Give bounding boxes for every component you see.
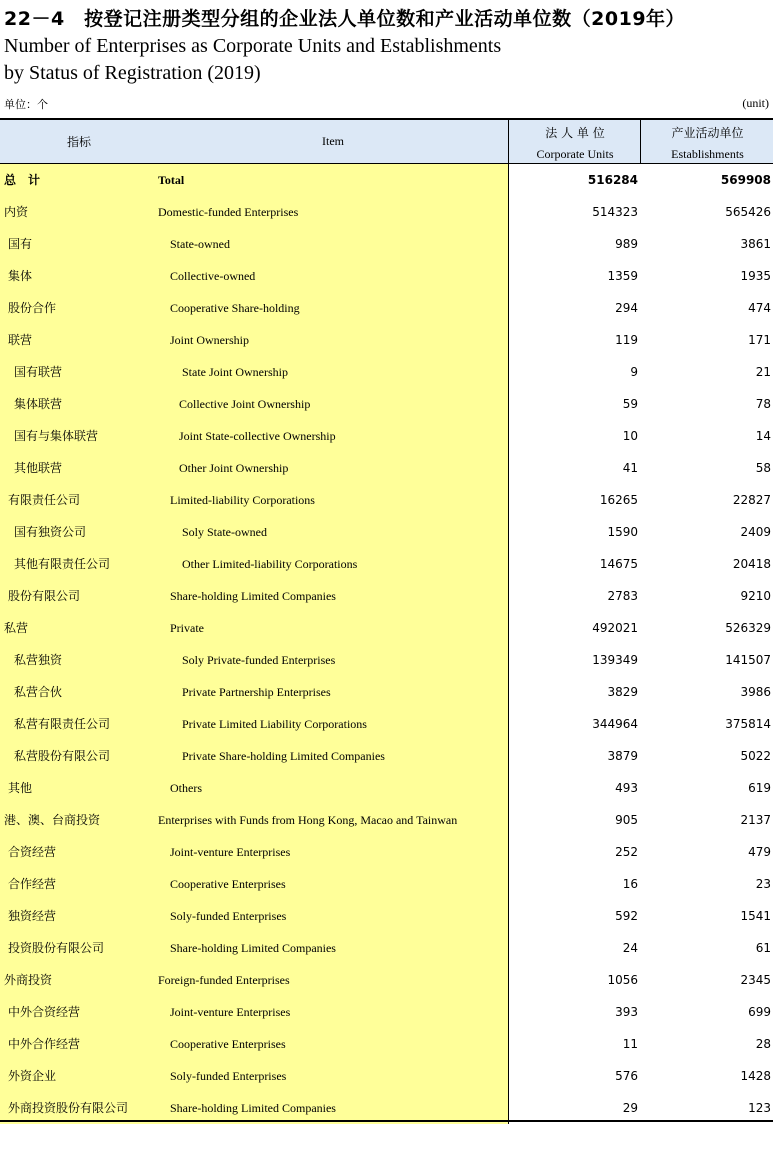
corporate-units-cell: 905	[508, 804, 640, 836]
table-row	[0, 708, 773, 740]
item-cell: State-owned	[158, 228, 508, 260]
indicator-cell: 外资企业	[0, 1060, 158, 1092]
indicator-cell: 合作经营	[0, 868, 158, 900]
corporate-units-cell: 16	[508, 868, 640, 900]
table-row	[0, 932, 773, 964]
indicator-cell: 外商投资	[0, 964, 158, 996]
indicator-cell: 中外合资经营	[0, 996, 158, 1028]
table-body	[0, 164, 773, 1124]
establishments-cell: 22827	[732, 493, 771, 507]
header-establishments-cn: 产业活动单位	[671, 126, 744, 140]
item-cell: Joint State-collective Ownership	[158, 420, 508, 452]
establishments-cell: 3861	[740, 237, 771, 251]
header-indicator: 指标	[66, 135, 91, 149]
establishments-cell: 3986	[740, 685, 771, 699]
indicator-cell: 国有与集体联营	[0, 420, 158, 452]
table-header	[0, 118, 773, 164]
table-row	[0, 900, 773, 932]
item-cell: Joint-venture Enterprises	[158, 996, 508, 1028]
corporate-units-cell: 29	[508, 1092, 640, 1124]
establishments-cell: 2137	[740, 813, 771, 827]
establishments-cell: 9210	[740, 589, 771, 603]
indicator-cell: 股份合作	[0, 292, 158, 324]
establishments-cell: 5022	[740, 749, 771, 763]
indicator-cell: 有限责任公司	[0, 484, 158, 516]
header-item: Item	[322, 134, 344, 148]
establishments-cell: 699	[748, 1005, 771, 1019]
establishments-cell: 565426	[725, 205, 771, 219]
item-cell: Limited-liability Corporations	[158, 484, 508, 516]
table-row	[0, 292, 773, 324]
indicator-cell: 其他联营	[0, 452, 158, 484]
establishments-cell: 14	[755, 429, 771, 443]
corporate-units-cell: 1056	[508, 964, 640, 996]
establishments-cell: 2345	[740, 973, 771, 987]
table-row	[0, 484, 773, 516]
indicator-cell: 其他有限责任公司	[0, 548, 158, 580]
corporate-units-cell: 492021	[508, 612, 640, 644]
establishments-cell: 21	[755, 365, 771, 379]
corporate-units-cell: 41	[508, 452, 640, 484]
corporate-units-cell: 493	[508, 772, 640, 804]
indicator-cell: 独资经营	[0, 900, 158, 932]
item-cell: Foreign-funded Enterprises	[158, 964, 508, 996]
item-cell: Cooperative Enterprises	[158, 868, 508, 900]
corporate-units-cell: 592	[508, 900, 640, 932]
indicator-cell: 私营合伙	[0, 676, 158, 708]
table-row	[0, 228, 773, 260]
indicator-cell: 中外合作经营	[0, 1028, 158, 1060]
corporate-units-cell: 294	[508, 292, 640, 324]
establishments-cell: 375814	[725, 717, 771, 731]
item-cell: Collective Joint Ownership	[158, 388, 508, 420]
item-cell: Joint Ownership	[158, 324, 508, 356]
item-cell: State Joint Ownership	[158, 356, 508, 388]
establishments-cell: 141507	[725, 653, 771, 667]
establishments-cell: 474	[748, 301, 771, 315]
header-establishments-en: Establishments	[671, 147, 744, 161]
header-corporate-units-cn: 法 人 单 位	[545, 126, 605, 140]
establishments-cell: 1935	[740, 269, 771, 283]
table-row	[0, 388, 773, 420]
corporate-units-cell: 989	[508, 228, 640, 260]
indicator-cell: 股份有限公司	[0, 580, 158, 612]
corporate-units-cell: 516284	[508, 164, 640, 196]
item-cell: Cooperative Share-holding	[158, 292, 508, 324]
corporate-units-cell: 514323	[508, 196, 640, 228]
indicator-cell: 集体联营	[0, 388, 158, 420]
table-title-english-line-2: by Status of Registration (2019)	[4, 62, 261, 84]
indicator-cell: 总 计	[0, 164, 158, 196]
indicator-cell: 投资股份有限公司	[0, 932, 158, 964]
establishments-cell: 28	[755, 1037, 771, 1051]
table-row	[0, 996, 773, 1028]
table-row	[0, 612, 773, 644]
establishments-cell: 569908	[720, 173, 771, 187]
corporate-units-cell: 14675	[508, 548, 640, 580]
corporate-units-cell: 1590	[508, 516, 640, 548]
table-title-chinese: 22－4 按登记注册类型分组的企业法人单位数和产业活动单位数（2019年）	[4, 8, 686, 30]
table-row	[0, 1060, 773, 1092]
table-row	[0, 740, 773, 772]
corporate-units-cell: 59	[508, 388, 640, 420]
table-row	[0, 516, 773, 548]
corporate-units-cell: 252	[508, 836, 640, 868]
corporate-units-cell: 11	[508, 1028, 640, 1060]
corporate-units-cell: 576	[508, 1060, 640, 1092]
corporate-units-cell: 10	[508, 420, 640, 452]
item-cell: Share-holding Limited Companies	[158, 580, 508, 612]
corporate-units-cell: 24	[508, 932, 640, 964]
corporate-units-cell: 16265	[508, 484, 640, 516]
table-row	[0, 836, 773, 868]
establishments-cell: 1541	[740, 909, 771, 923]
indicator-cell: 合资经营	[0, 836, 158, 868]
establishments-cell: 171	[748, 333, 771, 347]
indicator-cell: 其他	[0, 772, 158, 804]
table-row	[0, 644, 773, 676]
establishments-cell: 20418	[732, 557, 771, 571]
indicator-cell: 集体	[0, 260, 158, 292]
table-row	[0, 260, 773, 292]
corporate-units-cell: 3879	[508, 740, 640, 772]
table-row	[0, 804, 773, 836]
unit-label-english: (unit)	[742, 96, 769, 110]
item-cell: Enterprises with Funds from Hong Kong, Macao and Tainwan	[158, 804, 508, 836]
item-cell: Others	[158, 772, 508, 804]
table-row	[0, 868, 773, 900]
establishments-cell: 23	[755, 877, 771, 891]
indicator-cell: 外商投资股份有限公司	[0, 1092, 158, 1124]
unit-label-chinese: 单位：个	[4, 98, 48, 111]
item-cell: Total	[158, 164, 508, 196]
corporate-units-cell: 344964	[508, 708, 640, 740]
table-bottom-rule	[0, 1120, 773, 1122]
item-cell: Soly-funded Enterprises	[158, 900, 508, 932]
table-row	[0, 964, 773, 996]
table-row	[0, 676, 773, 708]
establishments-cell: 58	[755, 461, 771, 475]
item-cell: Joint-venture Enterprises	[158, 836, 508, 868]
item-cell: Cooperative Enterprises	[158, 1028, 508, 1060]
table-row	[0, 772, 773, 804]
table-row	[0, 420, 773, 452]
establishments-cell: 123	[748, 1101, 771, 1115]
item-cell: Soly-funded Enterprises	[158, 1060, 508, 1092]
item-cell: Soly State-owned	[158, 516, 508, 548]
item-cell: Private Share-holding Limited Companies	[158, 740, 508, 772]
table-row	[0, 548, 773, 580]
item-cell: Private Partnership Enterprises	[158, 676, 508, 708]
indicator-cell: 私营	[0, 612, 158, 644]
table-row	[0, 356, 773, 388]
item-cell: Other Limited-liability Corporations	[158, 548, 508, 580]
table-row	[0, 324, 773, 356]
item-cell: Domestic-funded Enterprises	[158, 196, 508, 228]
indicator-cell: 私营独资	[0, 644, 158, 676]
indicator-cell: 国有联营	[0, 356, 158, 388]
indicator-cell: 港、澳、台商投资	[0, 804, 158, 836]
establishments-cell: 479	[748, 845, 771, 859]
corporate-units-cell: 3829	[508, 676, 640, 708]
establishments-cell: 78	[755, 397, 771, 411]
table-title-english-line-1: Number of Enterprises as Corporate Units and Establishments	[4, 35, 502, 57]
item-cell: Other Joint Ownership	[158, 452, 508, 484]
establishments-cell: 526329	[725, 621, 771, 635]
establishments-cell: 2409	[740, 525, 771, 539]
header-corporate-units	[508, 120, 641, 163]
establishments-cell: 61	[755, 941, 771, 955]
item-cell: Collective-owned	[158, 260, 508, 292]
header-establishments	[640, 120, 773, 163]
item-cell: Share-holding Limited Companies	[158, 932, 508, 964]
corporate-units-cell: 393	[508, 996, 640, 1028]
indicator-cell: 国有	[0, 228, 158, 260]
item-cell: Private Limited Liability Corporations	[158, 708, 508, 740]
corporate-units-cell: 119	[508, 324, 640, 356]
table-row	[0, 580, 773, 612]
corporate-units-cell: 2783	[508, 580, 640, 612]
indicator-cell: 私营有限责任公司	[0, 708, 158, 740]
item-cell: Private	[158, 612, 508, 644]
header-corporate-units-en: Corporate Units	[536, 147, 614, 161]
table-row-total	[0, 164, 773, 196]
establishments-cell: 619	[748, 781, 771, 795]
corporate-units-cell: 9	[508, 356, 640, 388]
establishments-cell: 1428	[740, 1069, 771, 1083]
indicator-cell: 私营股份有限公司	[0, 740, 158, 772]
corporate-units-cell: 139349	[508, 644, 640, 676]
corporate-units-cell: 1359	[508, 260, 640, 292]
item-cell: Share-holding Limited Companies	[158, 1092, 508, 1124]
table-row	[0, 196, 773, 228]
data-table	[0, 118, 773, 1124]
indicator-cell: 联营	[0, 324, 158, 356]
indicator-cell: 内资	[0, 196, 158, 228]
item-cell: Soly Private-funded Enterprises	[158, 644, 508, 676]
indicator-cell: 国有独资公司	[0, 516, 158, 548]
table-row	[0, 1028, 773, 1060]
table-row	[0, 452, 773, 484]
